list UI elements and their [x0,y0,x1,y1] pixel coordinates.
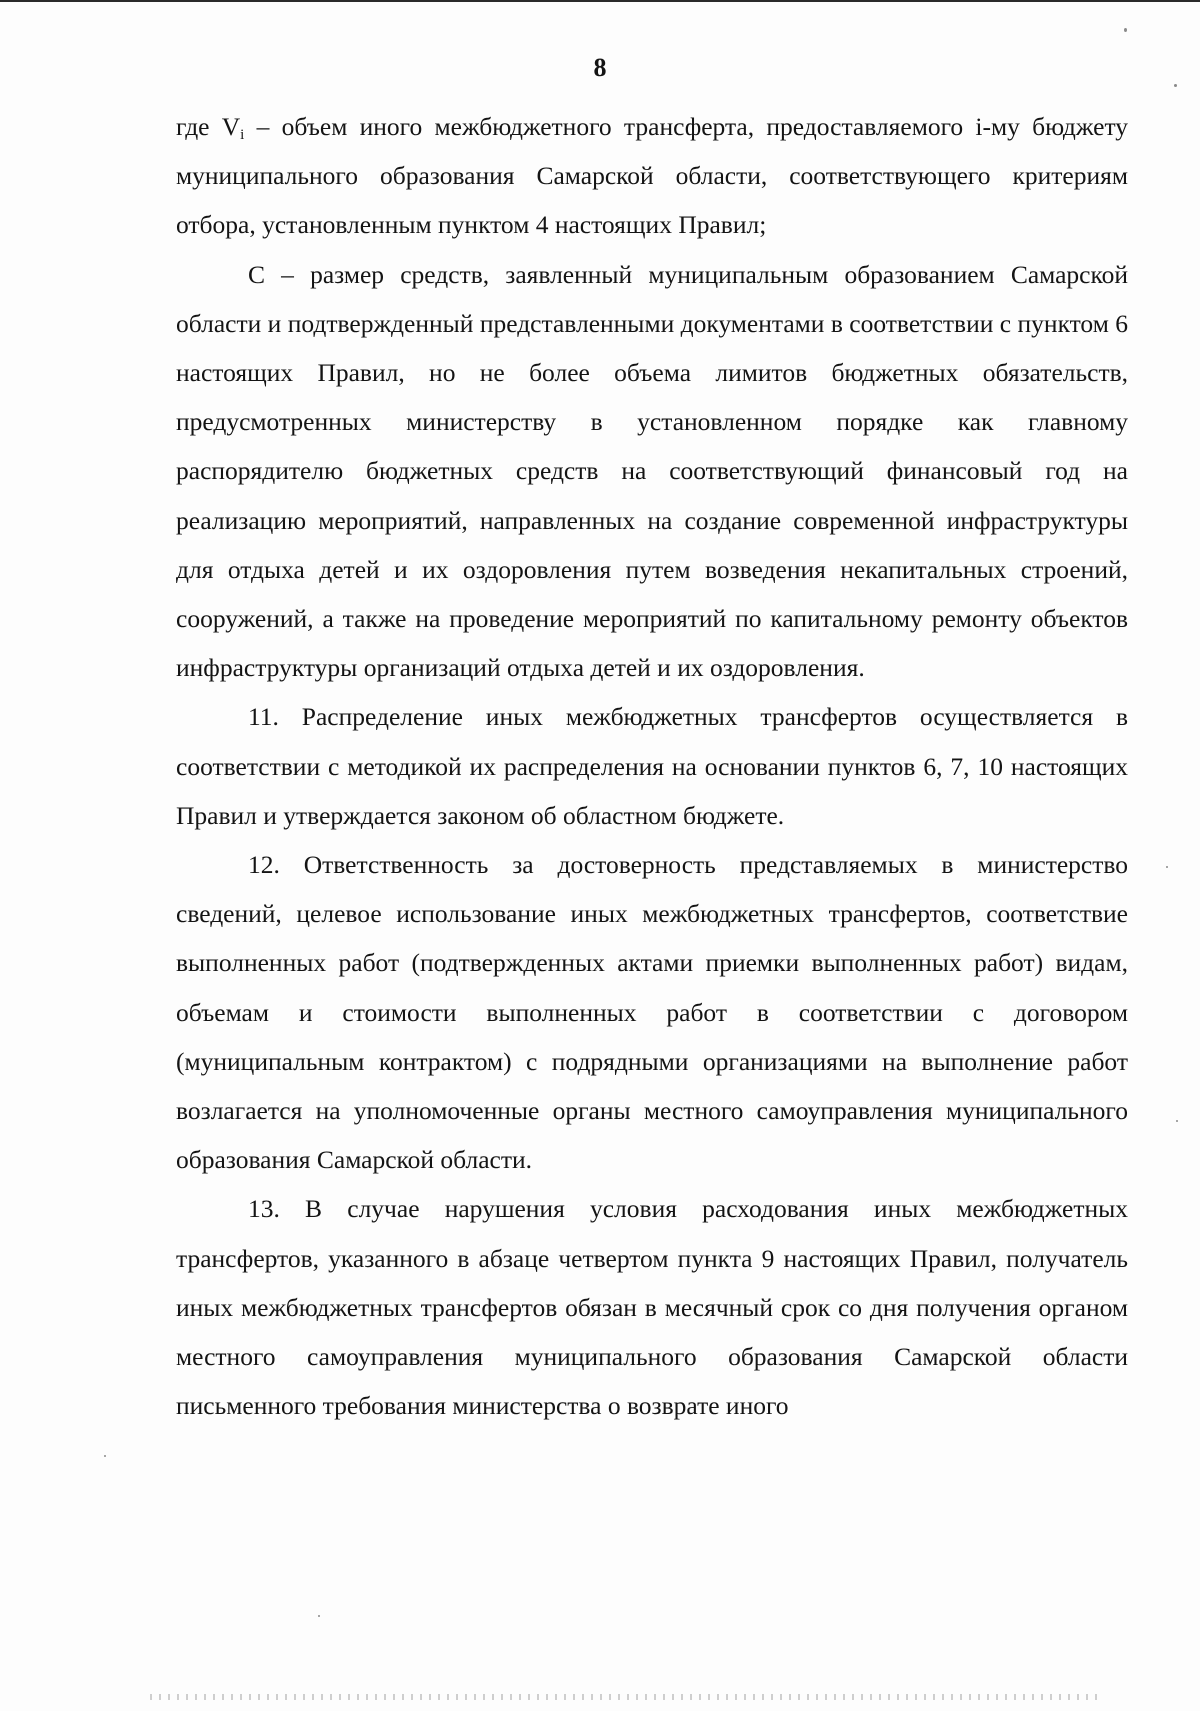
paragraph-12: 12. Ответственность за достоверность представляемых в министерство сведений, целевое использование иных межбюджетных трансфертов, соответствие выполненных работ (подтвержденных актами приемки выполненных работ) видам, объемам и стоимости выполненных работ в соответствии с договором (муниципальным контрактом) с подрядными организациями на выполнение работ возлагается на уполномоченные органы местного самоуправления муниципального образования Самарской области. [176,850,1128,1175]
document-body [176,102,1128,1430]
scan-noise [150,1694,1100,1700]
paragraph-definition-c: С – размер средств, заявленный муниципальным образованием Самарской области и подтвержденный представленными документами в соответствии с пунктом 6 настоящих Правил, но не более объема лимитов бюджетных обязательств, предусмотренных министерству в установленном порядке как главному распорядителю бюджетных средств на соответствующий финансовый год на реализацию мероприятий, направленных на создание современной инфраструктуры для отдыха детей и их оздоровления путем возведения некапитальных строений, сооружений, а также на проведение мероприятий по капитальному ремонту объектов инфраструктуры организаций отдыха детей и их оздоровления. [176,259,1128,683]
formula-dash: – [244,112,282,141]
formula-subscript: i [240,127,245,143]
paragraph-13: 13. В случае нарушения условия расходования иных межбюджетных трансфертов, указанного в абзаце четвертом пункта 9 настоящих Правил, получатель иных межбюджетных трансфертов обязан в месячный срок со дня получения органом местного самоуправления муниципального образования Самарской области письменного требования министерства о возврате иного [176,1194,1128,1421]
top-border-line [0,0,1200,2]
page-number: 8 [593,53,607,82]
scan-speck [1166,866,1168,868]
scan-speck [1124,28,1127,32]
paragraph-11: 11. Распределение иных межбюджетных трансфертов осуществляется в соответствии с методикой их распределения на основании пунктов 6, 7, 10 настоящих Правил и утверждается законом об областном бюджете. [176,702,1128,830]
scan-speck [1174,84,1177,87]
scan-speck [318,1615,320,1617]
paragraph-text: объем иного межбюджетного трансферта, предоставляемого i-му бюджету муниципального образования Самарской области, соответствующего критериям отбора, установленным пунктом 4 настоящих Правил; [176,112,1129,240]
scan-speck [104,1455,106,1457]
paragraph-definition-vi [176,102,1128,250]
scan-speck [1176,1120,1178,1122]
formula-lead: где V [176,112,241,141]
